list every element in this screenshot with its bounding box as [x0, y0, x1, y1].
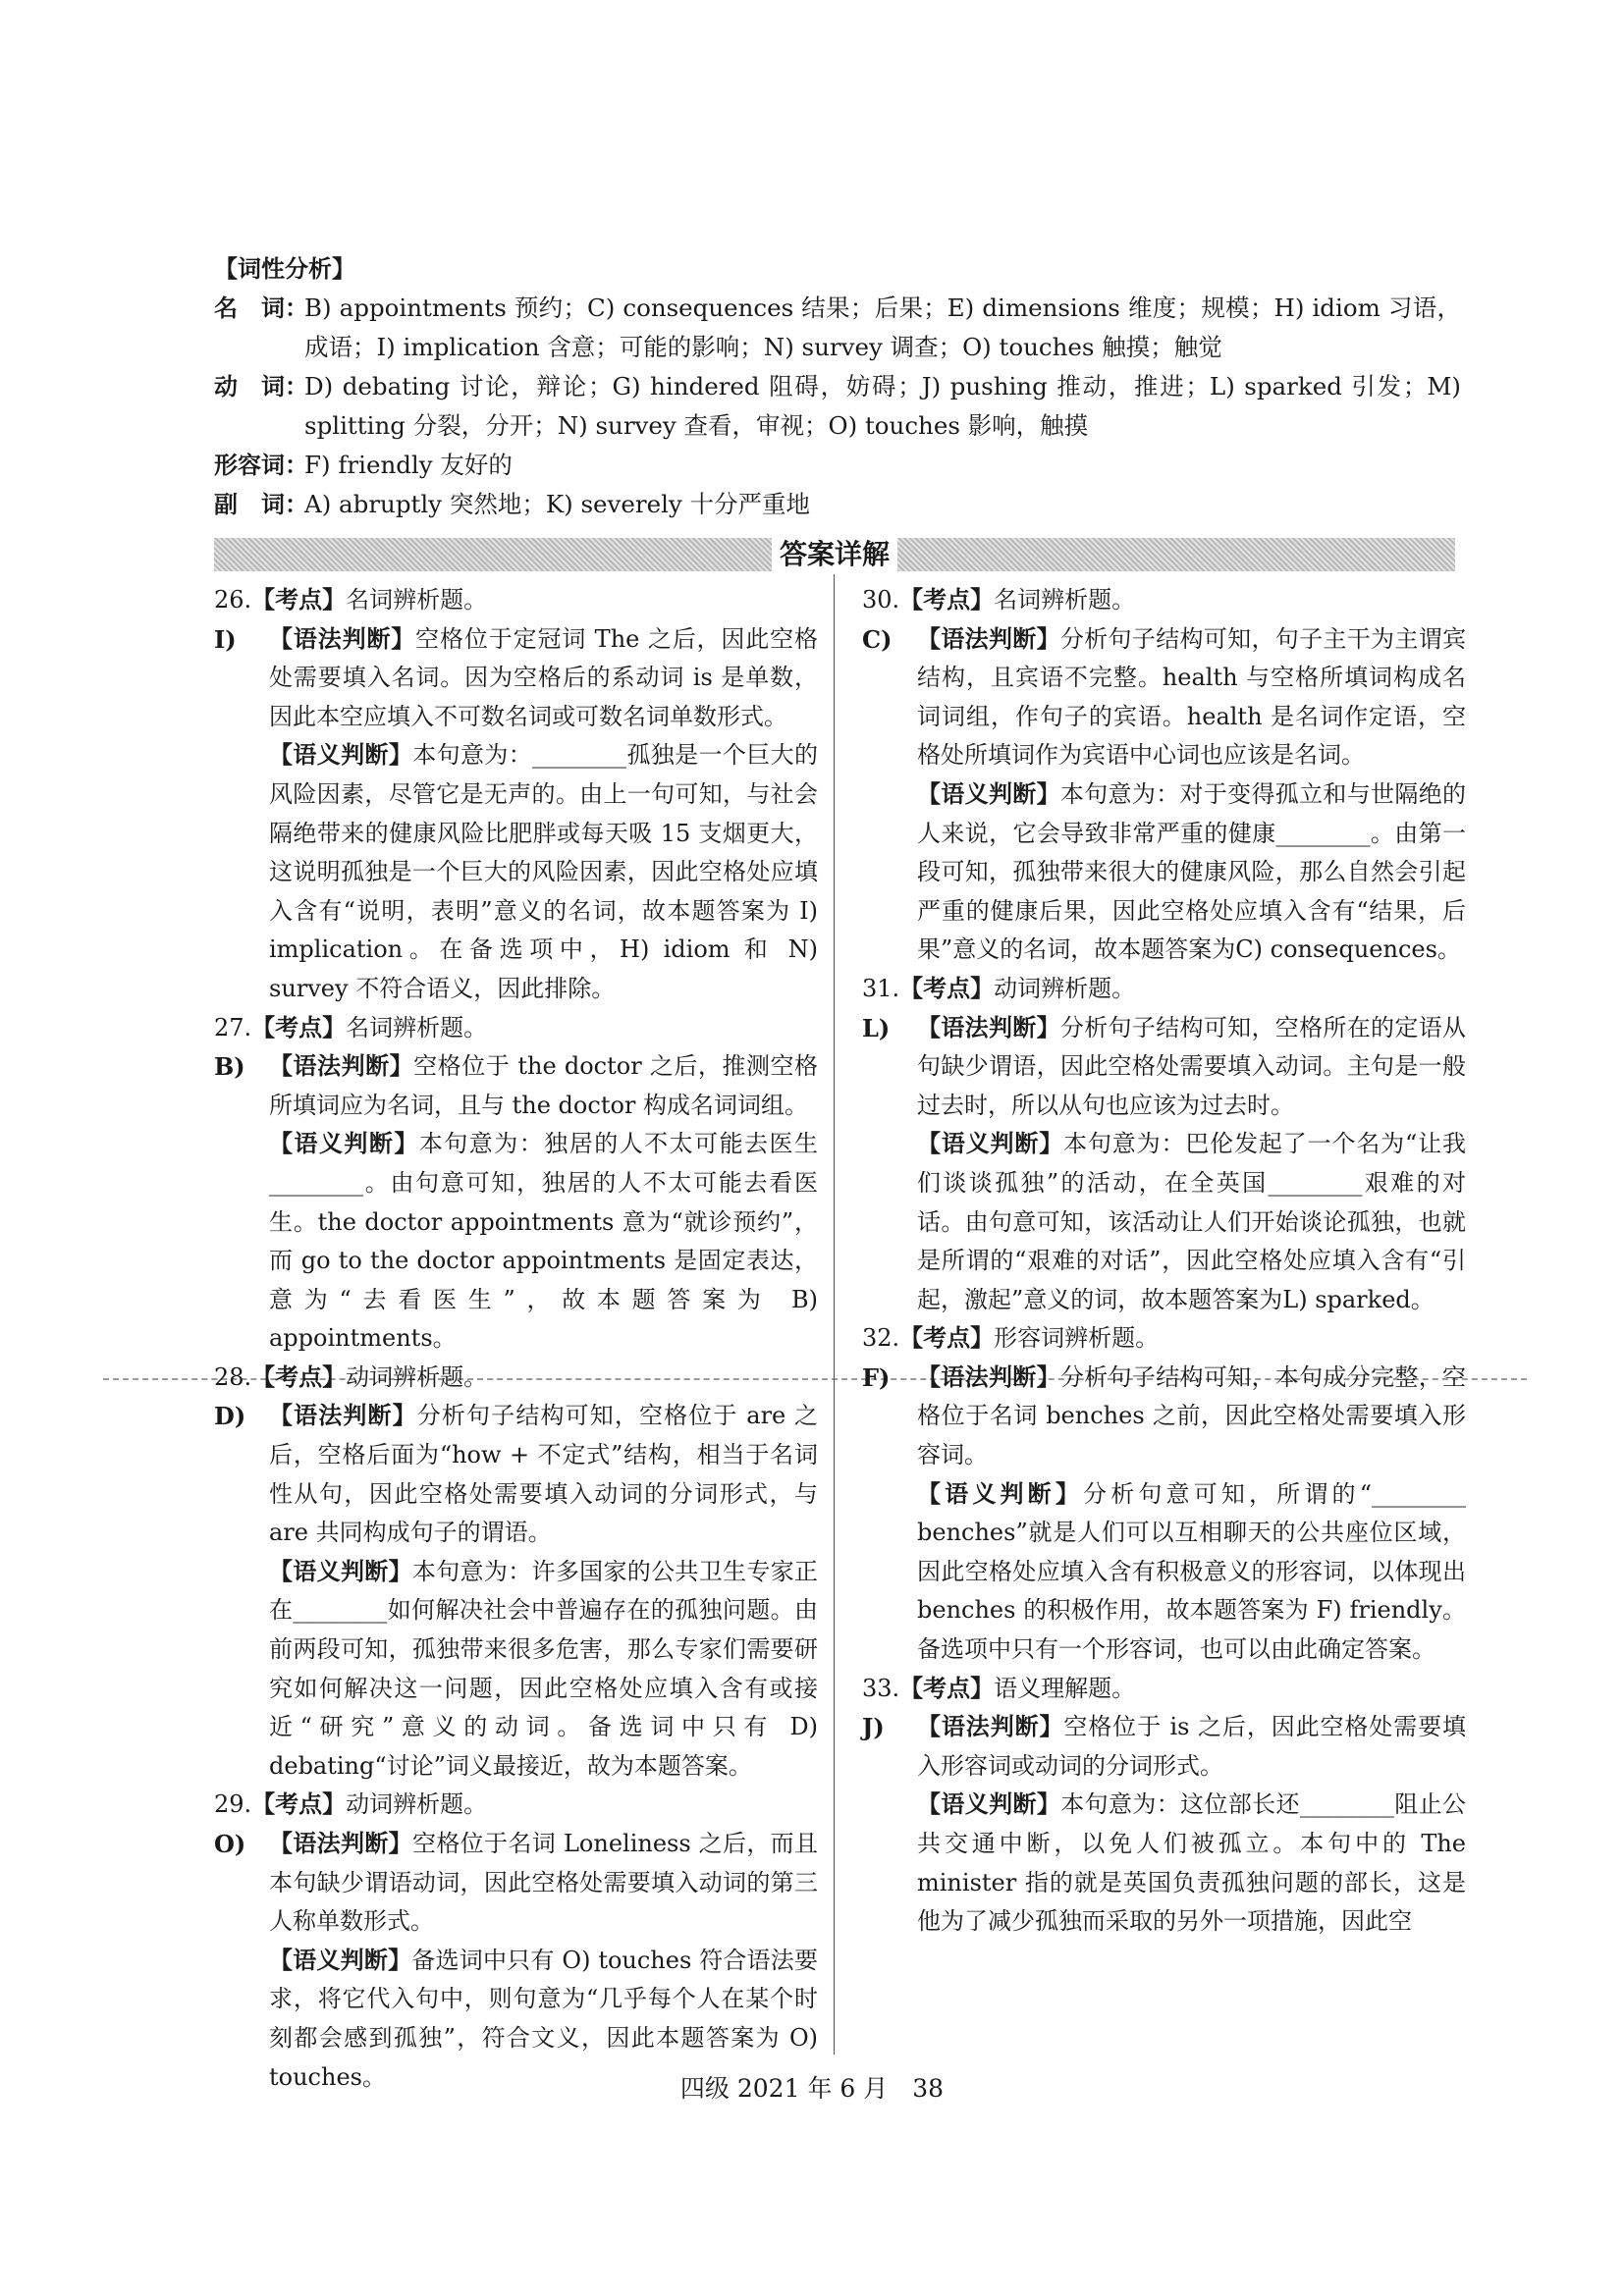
question-number: 32. — [862, 1324, 900, 1353]
pos-label: 副 词： — [214, 491, 308, 518]
question-topic: 名词辨析题。 — [994, 586, 1136, 614]
pos-row-adverb — [214, 485, 1461, 524]
column-divider — [834, 574, 835, 2055]
question-header — [214, 581, 818, 620]
kaodian-tag: 【考点】 — [251, 1362, 347, 1391]
right-column — [862, 581, 1466, 1942]
explanation-paragraph — [917, 1009, 1466, 1126]
judgment-text: 分析句子结构可知，空格所在的定语从句缺少谓语，因此空格处需要填入动词。主句是一般过去时，所以从句也应该为过去时。 — [917, 1013, 1467, 1119]
explanation-paragraph — [269, 1125, 818, 1359]
question-number: 33. — [862, 1674, 900, 1702]
question-item — [214, 1786, 818, 2097]
judgment-tag: 【语义判断】 — [917, 1130, 1064, 1158]
answer-block — [862, 620, 1466, 970]
judgment-tag: 【语义判断】 — [269, 1557, 412, 1585]
answer-block — [214, 1825, 818, 2097]
pos-label: 形容词： — [214, 452, 308, 479]
judgment-text: 本句意为：许多国家的公共卫生专家正在________如何解决社会中普遍存在的孤独问题。由前两段可知，孤独带来很多危害，那么专家们需要研究如何解决这一问题，因此空格处应填入含有或接近“研究”意义的动词。备选词中只有 D) debating“讨论”词义最接近，故为本题答案。 — [269, 1557, 819, 1780]
answer-block — [862, 1359, 1466, 1670]
question-topic: 名词辨析题。 — [346, 586, 488, 614]
question-topic: 动词辨析题。 — [346, 1362, 488, 1391]
question-item — [862, 581, 1466, 970]
question-item — [214, 1359, 818, 1787]
pos-label: 动 词： — [214, 373, 308, 400]
judgment-text: 本句意为：________孤独是一个巨大的风险因素，尽管它是无声的。由上一句可知，与社会隔绝带来的健康风险比肥胖或每天吸 15 支烟更大，这说明孤独是一个巨大的风险因素，因此空格处应填入含有“说明，表明”意义的名词，故本题答案为 I) implication。在备选项中，H) idiom 和 N) survey 不符合语义，因此排除。 — [269, 741, 819, 1002]
section-banner — [214, 538, 1455, 571]
judgment-text: 备选词中只有 O) touches 符合语法要求，将它代入句中，则句意为“几乎每个人在某个时刻都会感到孤独”，符合文义，因此本题答案为 O) touches。 — [269, 1946, 818, 2091]
question-header — [862, 581, 1466, 620]
judgment-tag: 【语义判断】 — [269, 1946, 412, 1974]
judgment-tag: 【语法判断】 — [269, 1402, 417, 1430]
question-header — [862, 970, 1466, 1009]
question-header — [862, 1670, 1466, 1709]
question-number: 30. — [862, 586, 900, 614]
answer-letter: J) — [862, 1713, 885, 1742]
answer-block — [862, 1009, 1466, 1320]
question-number: 27. — [214, 1013, 252, 1041]
judgment-tag: 【语法判断】 — [917, 1013, 1060, 1041]
explanation-paragraph — [917, 620, 1466, 775]
explanation-paragraph — [269, 1397, 818, 1552]
judgment-text: 分析句意可知，所谓的“________ benches”就是人们可以互相聊天的公共座位区域，因此空格处应填入含有积极意义的形容词，以体现出 benches 的积极作用，故本题答案为 F) friendly。备选项中只有一个形容词，也可以由此确定答案。 — [917, 1479, 1466, 1664]
judgment-text: 分析句子结构可知，空格位于 are 之后，空格后面为“how + 不定式”结构，相当于名词性从句，因此空格处需要填入动词的分词形式，与 are 共同构成句子的谓语。 — [269, 1402, 819, 1547]
kaodian-tag: 【考点】 — [251, 1013, 347, 1041]
judgment-text: 本句意为：这位部长还________阻止公共交通中断，以免人们被孤立。本句中的 The minister 指的就是英国负责孤独问题的部长，这是他为了减少孤独而采取的另外一项措施，因此空 — [917, 1790, 1467, 1936]
answer-letter: F) — [862, 1362, 891, 1392]
question-topic: 动词辨析题。 — [346, 1790, 488, 1819]
question-item — [214, 1009, 818, 1359]
judgment-tag: 【语法判断】 — [917, 1362, 1060, 1391]
judgment-text: 本句意为：巴伦发起了一个名为“让我们谈谈孤独”的活动，在全英国________艰难的对话。由句意可知，该活动让人们开始谈论孤独，也就是所谓的“艰难的对话”，因此空格处应填入含有“引起，激起”意义的词，故本题答案为L) sparked。 — [917, 1130, 1466, 1313]
explanation-paragraph — [917, 1475, 1466, 1670]
pos-title: 【词性分析】 — [214, 255, 355, 283]
judgment-text: 空格位于名词 Loneliness 之后，而且本句缺少谓语动词，因此空格处需要填入动词的第三人称单数形式。 — [269, 1830, 818, 1936]
explanation-paragraph — [917, 775, 1466, 970]
pos-text: F) friendly 友好的 — [304, 451, 513, 479]
explanation-paragraph — [269, 1825, 818, 1942]
judgment-tag: 【语义判断】 — [269, 741, 413, 770]
question-topic: 名词辨析题。 — [346, 1013, 488, 1041]
pos-row-noun — [214, 289, 1461, 367]
question-header — [214, 1359, 818, 1398]
question-item — [214, 581, 818, 1009]
pos-text: A) abruptly 突然地；K) severely 十分严重地 — [304, 490, 811, 518]
pos-row-verb — [214, 367, 1461, 446]
question-topic: 动词辨析题。 — [994, 974, 1136, 1002]
judgment-text: 分析句子结构可知，本句成分完整，空格位于名词 benches 之前，因此空格处需要填入形容词。 — [917, 1362, 1467, 1469]
judgment-tag: 【语义判断】 — [269, 1130, 419, 1158]
answer-letter: L) — [862, 1013, 891, 1042]
question-item — [862, 1319, 1466, 1669]
question-item — [862, 1670, 1466, 1942]
explanation-paragraph — [917, 1786, 1466, 1941]
question-topic: 语义理解题。 — [994, 1674, 1136, 1702]
question-header — [214, 1009, 818, 1048]
banner-title: 答案详解 — [772, 535, 897, 574]
judgment-text: 空格位于 the doctor 之后，推测空格所填词应为名词，且与 the doctor 构成名词词组。 — [269, 1052, 818, 1119]
judgment-text: 空格位于 is 之后，因此空格处需要填入形容词或动词的分词形式。 — [917, 1713, 1467, 1780]
kaodian-tag: 【考点】 — [899, 1324, 995, 1353]
kaodian-tag: 【考点】 — [251, 1790, 347, 1819]
answer-block — [214, 620, 818, 1009]
pos-analysis-section — [214, 249, 1461, 524]
answer-letter: O) — [214, 1830, 246, 1858]
question-number: 29. — [214, 1790, 252, 1819]
answer-block — [214, 1047, 818, 1359]
judgment-tag: 【语义判断】 — [917, 1479, 1084, 1508]
explanation-paragraph — [917, 1125, 1466, 1319]
kaodian-tag: 【考点】 — [251, 586, 347, 614]
question-topic: 形容词辨析题。 — [994, 1324, 1160, 1353]
judgment-text: 本句意为：独居的人不太可能去医生________。由句意可知，独居的人不太可能去看医生。the doctor appointments 意为“就诊预约”，而 go to the doctor appointments 是固定表达，意为“去看医生”，故本题答案为 B) appointments。 — [269, 1130, 819, 1353]
question-number: 28. — [214, 1362, 252, 1391]
question-header — [214, 1786, 818, 1825]
pos-row-adjective — [214, 446, 1461, 485]
judgment-text: 本句意为：对于变得孤立和与世隔绝的人来说，它会导致非常严重的健康________。由第一段可知，孤独带来很大的健康风险，那么自然会引起严重的健康后果，因此空格处应填入含有“结果，后果”意义的名词，故本题答案为C) consequences。 — [917, 779, 1467, 964]
answer-block — [862, 1708, 1466, 1942]
pos-label: 名 词： — [214, 294, 308, 322]
judgment-tag: 【语义判断】 — [917, 779, 1060, 808]
answer-letter: I) — [214, 624, 237, 654]
judgment-tag: 【语法判断】 — [917, 624, 1060, 653]
question-header — [862, 1319, 1466, 1359]
kaodian-tag: 【考点】 — [899, 974, 995, 1002]
judgment-tag: 【语法判断】 — [917, 1713, 1064, 1741]
explanation-paragraph — [917, 1359, 1466, 1475]
judgment-tag: 【语法判断】 — [269, 1052, 414, 1081]
explanation-paragraph — [269, 736, 818, 1008]
explanation-paragraph — [269, 620, 818, 737]
question-item — [862, 970, 1466, 1319]
question-number: 26. — [214, 586, 252, 614]
kaodian-tag: 【考点】 — [899, 586, 995, 614]
answer-letter: C) — [862, 624, 893, 654]
kaodian-tag: 【考点】 — [899, 1674, 995, 1702]
page-footer: 四级 2021 年 6 月 38 — [679, 2074, 945, 2103]
left-column — [214, 581, 818, 2097]
pos-text: B) appointments 预约；C) consequences 结果；后果；E) dimensions 维度；规模；H) idiom 习语，成语；I) implication 含意；可能的影响；N) survey 调查；O) touches 触摸；触觉 — [304, 294, 1461, 361]
judgment-text: 空格位于定冠词 The 之后，因此空格处需要填入名词。因为空格后的系动词 is 是单数，因此本空应填入不可数名词或可数名词单数形式。 — [269, 624, 818, 730]
answer-letter: B) — [214, 1052, 245, 1082]
judgment-tag: 【语法判断】 — [269, 624, 416, 653]
answer-block — [214, 1397, 818, 1786]
pos-text: D) debating 讨论，辩论；G) hindered 阻碍，妨碍；J) pushing 推动，推进；L) sparked 引发；M) splitting 分裂，分开；N) survey 查看，审视；O) touches 影响，触摸 — [304, 372, 1461, 440]
explanation-paragraph — [269, 1047, 818, 1125]
judgment-text: 分析句子结构可知，句子主干为主谓宾结构，且宾语不完整。health 与空格所填词构成名词词组，作句子的宾语。health 是名词作定语，空格处所填词作为宾语中心词也应该是名词。 — [917, 624, 1467, 770]
question-number: 31. — [862, 974, 900, 1002]
judgment-tag: 【语义判断】 — [917, 1790, 1061, 1819]
judgment-tag: 【语法判断】 — [269, 1830, 413, 1857]
explanation-paragraph — [269, 1553, 818, 1787]
answer-letter: D) — [214, 1402, 246, 1431]
explanation-paragraph — [917, 1708, 1466, 1786]
